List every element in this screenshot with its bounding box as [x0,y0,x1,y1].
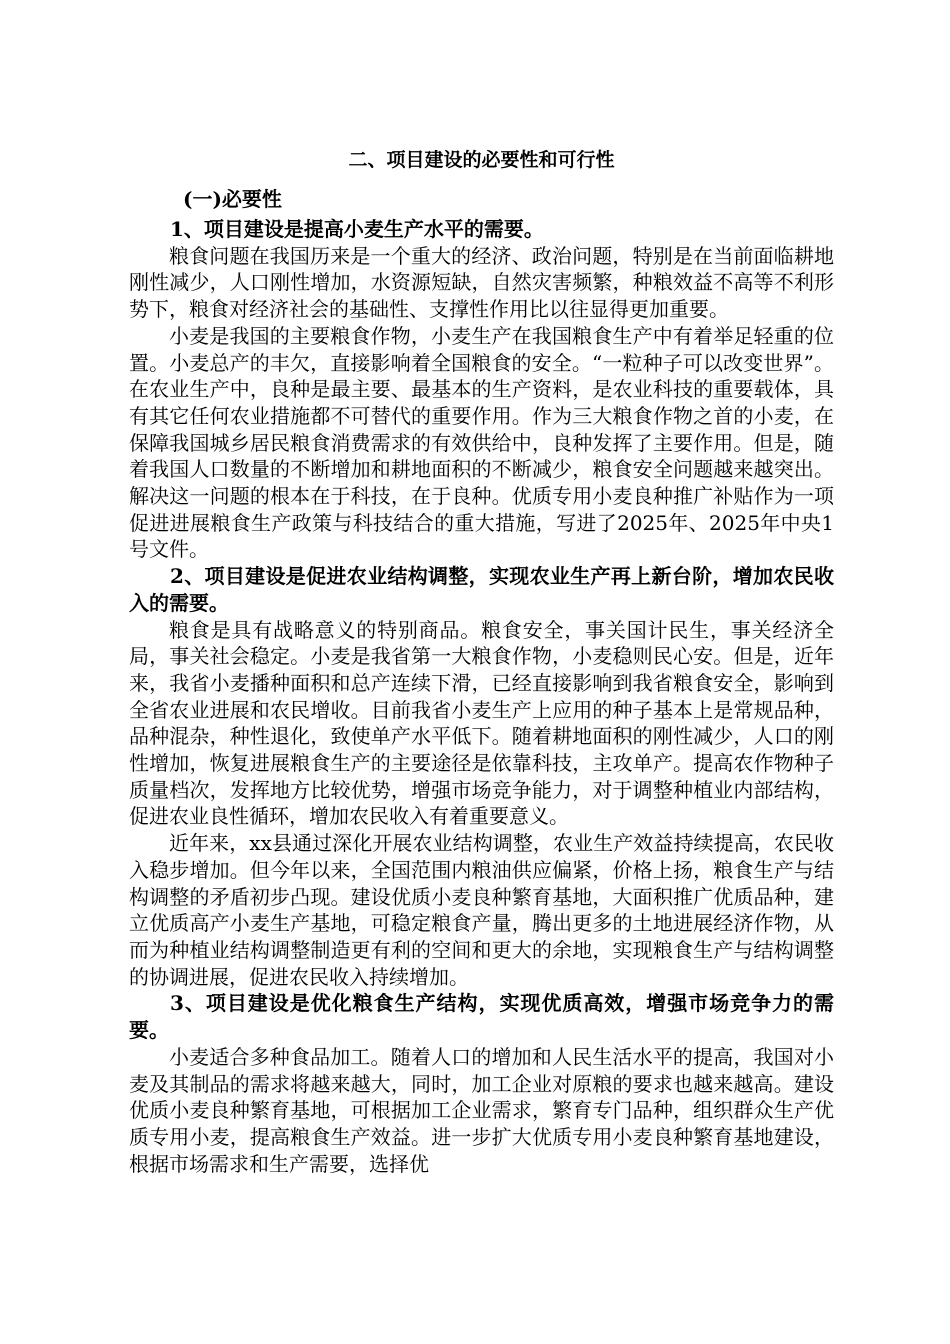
heading-3: 3、项目建设是优化粮食生产结构，实现优质高效，增强市场竞争力的需要。 [129,991,834,1043]
paragraph-5: 小麦适合多种食品加工。随着人口的增加和人民生活水平的提高，我国对小麦及其制品的需求将越来越大，同时，加工企业对原粮的要求也越来越高。建设优质小麦良种繁育基地，可根据加工企业需求，繁育专门品种，组织群众生产优质专用小麦，提高粮食生产效益。进一步扩大优质专用小麦良种繁育基地建设，根据市场需求和生产需要，选择优 [129,1044,834,1176]
document-body [129,182,834,1177]
document-page [129,0,834,1344]
paragraph-1: 粮食问题在我国历来是一个重大的经济、政治问题，特别是在当前面临耕地刚性减少，人口刚性增加，水资源短缺，自然灾害频繁，种粮效益不高等不利形势下，粮食对经济社会的基础性、支撑性作用比以往显得更加重要。 [129,243,834,322]
heading-2: 2、项目建设是促进农业结构调整，实现农业生产再上新台阶，增加农民收入的需要。 [129,564,834,615]
heading-1: 1、项目建设是提高小麦生产水平的需要。 [170,217,544,241]
paragraph-4: 近年来，xx县通过深化开展农业结构调整，农业生产效益持续提高，农民收入稳步增加。但今年以来，全国范围内粮油供应偏紧，价格上扬，粮食生产与结构调整的矛盾初步凸现。建设优质小麦良种繁育基地，大面积推广优质品种，建立优质高产小麦生产基地，可稳定粮食产量，腾出更多的土地进展经济作物，从而为种植业结构调整制造更有利的空间和更大的余地，实现粮食生产与结构调整的协调进展，促进农民收入持续增加。 [129,831,834,989]
subsection-title: (一)必要性 [183,187,282,211]
paragraph-2: 小麦是我国的主要粮食作物，小麦生产在我国粮食生产中有着举足轻重的位置。小麦总产的丰欠，直接影响着全国粮食的安全。“一粒种子可以改变世界”。在农业生产中，良种是最主要、最基本的生产资料，是农业科技的重要载体，具有其它任何农业措施都不可替代的重要作用。作为三大粮食作物之首的小麦，在保障我国城乡居民粮食消费需求的有效供给中，良种发挥了主要作用。但是，随着我国人口数量的不断增加和耕地面积的不断减少，粮食安全问题越来越突出。解决这一问题的根本在于科技，在于良种。优质专用小麦良种推广补贴作为一项促进进展粮食生产政策与科技结合的重大措施，写进了2025年、2025年中央1号文件。 [129,323,834,562]
paragraph-3: 粮食是具有战略意义的特别商品。粮食安全，事关国计民生，事关经济全局，事关社会稳定。小麦是我省第一大粮食作物，小麦稳则民心安。但是，近年来，我省小麦播种面积和总产连续下滑，已经直接影响到我省粮食安全，影响到全省农业进展和农民增收。目前我省小麦生产上应用的种子基本上是常规品种，品种混杂，种性退化，致使单产水平低下。随着耕地面积的刚性减少，人口的刚性增加，恢复进展粮食生产的主要途径是依靠科技，主攻单产。提高农作物种子质量档次，发挥地方比较优势，增强市场竞争能力，对于调整种植业内部结构，促进农业良性循环，增加农民收入有着重要意义。 [129,617,834,829]
section-title: 二、项目建设的必要性和可行性 [348,149,615,171]
